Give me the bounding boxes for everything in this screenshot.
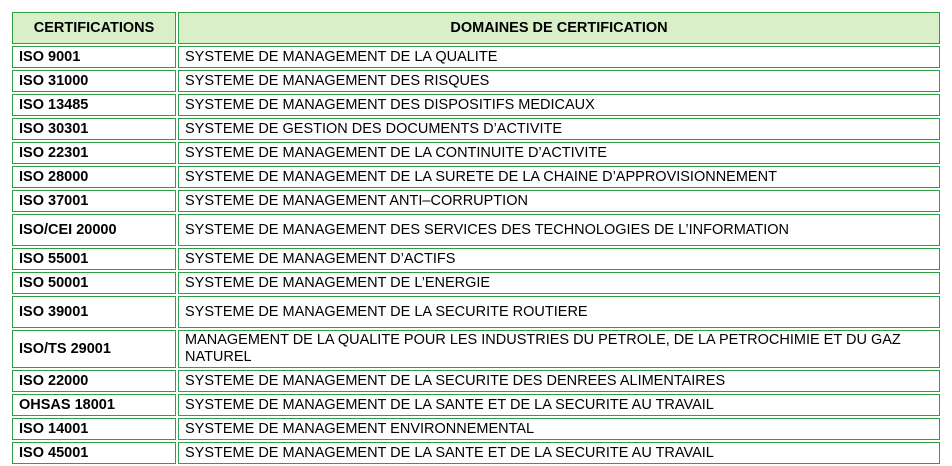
certification-code: ISO 45001 — [12, 442, 176, 464]
header-domaines: DOMAINES DE CERTIFICATION — [178, 12, 940, 44]
table-row — [12, 330, 940, 368]
certification-domain: SYSTEME DE MANAGEMENT DE L’ENERGIE — [178, 272, 940, 294]
certification-code: ISO 28000 — [12, 166, 176, 188]
certification-domain: SYSTEME DE MANAGEMENT ANTI–CORRUPTION — [178, 190, 940, 212]
certification-domain: MANAGEMENT DE LA QUALITE POUR LES INDUSTRIES DU PETROLE, DE LA PETROCHIMIE ET DU GAZ NATUREL — [178, 330, 940, 368]
table-row — [12, 248, 940, 270]
certification-domain: SYSTEME DE MANAGEMENT DES RISQUES — [178, 70, 940, 92]
table-header-row — [12, 12, 940, 44]
certification-domain: SYSTEME DE MANAGEMENT ENVIRONNEMENTAL — [178, 418, 940, 440]
table-row — [12, 442, 940, 464]
certifications-table — [10, 10, 942, 466]
table-row — [12, 94, 940, 116]
table-row — [12, 272, 940, 294]
certification-code: ISO 31000 — [12, 70, 176, 92]
certification-code: ISO 13485 — [12, 94, 176, 116]
certification-domain: SYSTEME DE MANAGEMENT DE LA SANTE ET DE LA SECURITE AU TRAVAIL — [178, 442, 940, 464]
certification-domain: SYSTEME DE MANAGEMENT DE LA CONTINUITE D’ACTIVITE — [178, 142, 940, 164]
certification-code: ISO 50001 — [12, 272, 176, 294]
certification-domain: SYSTEME DE MANAGEMENT DE LA QUALITE — [178, 46, 940, 68]
certification-code: ISO/CEI 20000 — [12, 214, 176, 246]
table-row — [12, 418, 940, 440]
certification-code: ISO 30301 — [12, 118, 176, 140]
certification-code: ISO 14001 — [12, 418, 176, 440]
table-row — [12, 296, 940, 328]
table-row — [12, 142, 940, 164]
certification-code: ISO 9001 — [12, 46, 176, 68]
certification-domain: SYSTEME DE MANAGEMENT DE LA SECURITE ROUTIERE — [178, 296, 940, 328]
certifications-table-container — [10, 10, 942, 466]
table-row — [12, 190, 940, 212]
certification-code: ISO 37001 — [12, 190, 176, 212]
table-row — [12, 214, 940, 246]
table-row — [12, 118, 940, 140]
certification-domain: SYSTEME DE MANAGEMENT DES DISPOSITIFS MEDICAUX — [178, 94, 940, 116]
certification-code: ISO/TS 29001 — [12, 330, 176, 368]
certification-domain: SYSTEME DE MANAGEMENT DE LA SECURITE DES DENREES ALIMENTAIRES — [178, 370, 940, 392]
certification-code: ISO 22000 — [12, 370, 176, 392]
certification-domain: SYSTEME DE MANAGEMENT DE LA SANTE ET DE LA SECURITE AU TRAVAIL — [178, 394, 940, 416]
certification-domain: SYSTEME DE MANAGEMENT DES SERVICES DES TECHNOLOGIES DE L’INFORMATION — [178, 214, 940, 246]
certification-code: ISO 55001 — [12, 248, 176, 270]
certification-code: ISO 22301 — [12, 142, 176, 164]
certification-domain: SYSTEME DE GESTION DES DOCUMENTS D’ACTIVITE — [178, 118, 940, 140]
certification-code: ISO 39001 — [12, 296, 176, 328]
table-row — [12, 370, 940, 392]
table-row — [12, 46, 940, 68]
certification-domain: SYSTEME DE MANAGEMENT D’ACTIFS — [178, 248, 940, 270]
certification-code: OHSAS 18001 — [12, 394, 176, 416]
table-row — [12, 166, 940, 188]
table-row — [12, 70, 940, 92]
table-row — [12, 394, 940, 416]
certification-domain: SYSTEME DE MANAGEMENT DE LA SURETE DE LA CHAINE D’APPROVISIONNEMENT — [178, 166, 940, 188]
header-certifications: CERTIFICATIONS — [12, 12, 176, 44]
